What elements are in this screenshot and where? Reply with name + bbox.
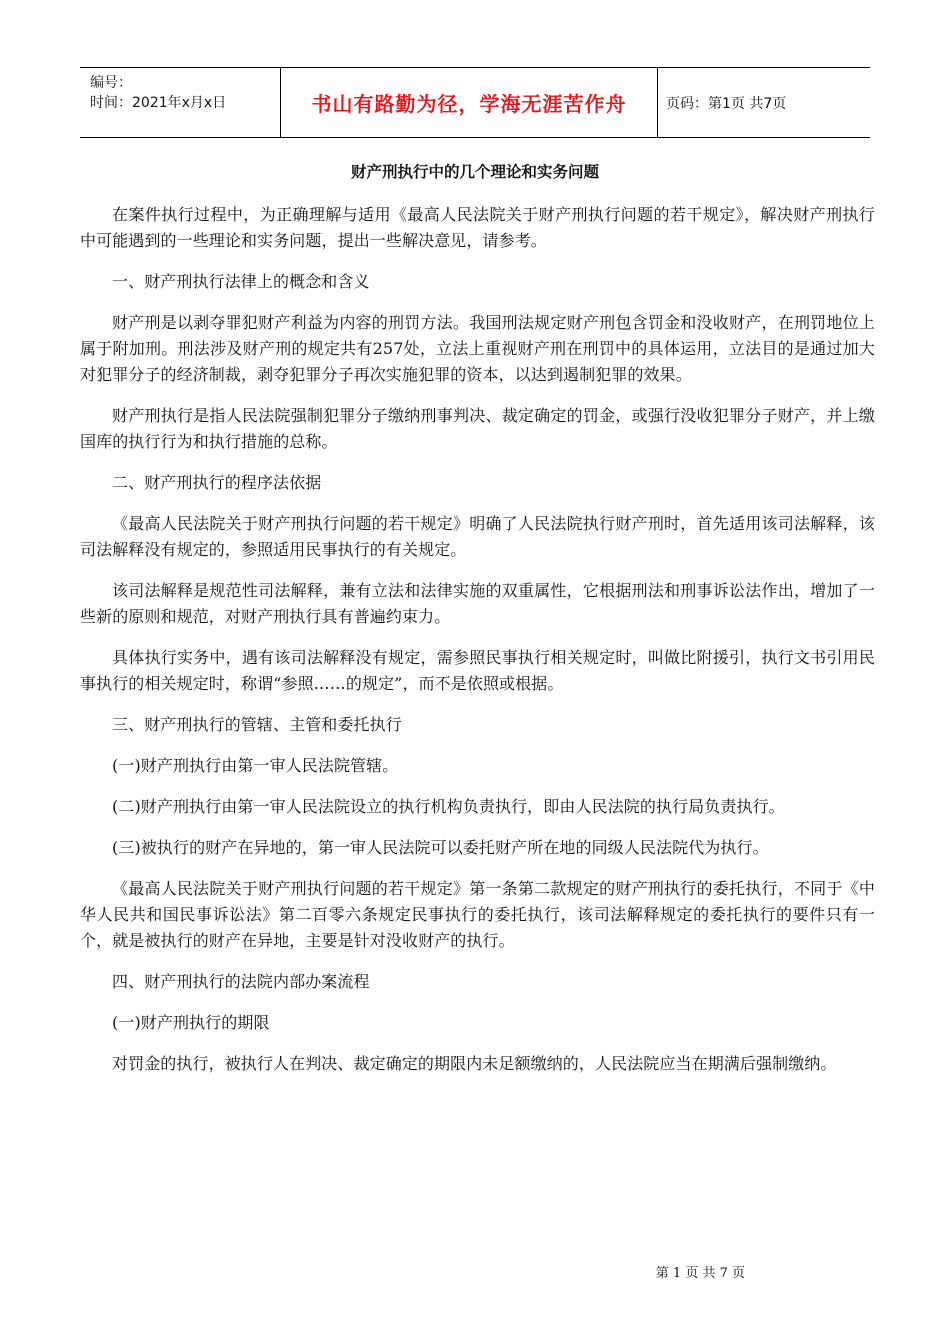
paragraph: (一)财产刑执行由第一审人民法院管辖。 (112, 756, 399, 775)
paragraph: 对罚金的执行，被执行人在判决、裁定确定的期限内未足额缴纳的，人民法院应当在期满后强制缴纳。 (112, 1054, 837, 1073)
document-time: 时间：2021年x月x日 (90, 95, 227, 111)
page-footer: 第 1 页 共 7 页 (655, 1266, 745, 1281)
paragraph: 财产刑执行是指人民法院强制犯罪分子缴纳刑事判决、裁定确定的罚金，或强行没收犯罪分子财产，并上缴国库的执行行为和执行措施的总称。 (80, 406, 875, 451)
paragraph: 该司法解释是规范性司法解释，兼有立法和法律实施的双重属性，它根据刑法和刑事诉讼法作出，增加了一些新的原则和规范，对财产刑执行具有普遍约束力。 (80, 581, 875, 626)
paragraph: 财产刑是以剥夺罪犯财产利益为内容的刑罚方法。我国刑法规定财产刑包含罚金和没收财产，在刑罚地位上属于附加刑。刑法涉及财产刑的规定共有257处，立法上重视财产刑在刑罚中的具体运用，立法目的是通过加大对犯罪分子的经济制裁，剥夺犯罪分子再次实施犯罪的资本，以达到遏制犯罪的效果。 (80, 313, 875, 384)
section-heading: 二、财产刑执行的程序法依据 (112, 473, 322, 492)
document-title: 财产刑执行中的几个理论和实务问题 (350, 163, 599, 181)
paragraph: 《最高人民法院关于财产刑执行问题的若干规定》第一条第二款规定的财产刑执行的委托执行，不同于《中华人民共和国民事诉讼法》第二百零六条规定民事执行的委托执行，该司法解释规定的委托执行的要件只有一个，就是被执行的财产在异地，主要是针对没收财产的执行。 (80, 879, 875, 950)
document-body (80, 202, 875, 1092)
paragraph: (二)财产刑执行由第一审人民法院设立的执行机构负责执行，即由人民法院的执行局负责执行。 (112, 797, 785, 816)
section-heading: 一、财产刑执行法律上的概念和含义 (112, 272, 370, 291)
paragraph: 在案件执行过程中，为正确理解与适用《最高人民法院关于财产刑执行问题的若干规定》，解决财产刑执行中可能遇到的一些理论和实务问题，提出一些解决意见，请参考。 (80, 205, 875, 250)
section-heading: 三、财产刑执行的管辖、主管和委托执行 (112, 715, 402, 734)
paragraph: 具体执行实务中，遇有该司法解释没有规定，需参照民事执行相关规定时，叫做比附援引，执行文书引用民事执行的相关规定时，称谓“参照……的规定”，而不是依照或根据。 (80, 648, 875, 693)
header-motto: 书山有路勤为径，学海无涯苦作舟 (280, 68, 658, 137)
document-header (80, 67, 870, 138)
document-number: 编号： (90, 75, 132, 91)
paragraph: 《最高人民法院关于财产刑执行问题的若干规定》明确了人民法院执行财产刑时，首先适用该司法解释，该司法解释没有规定的，参照适用民事执行的有关规定。 (80, 514, 875, 559)
section-heading: 四、财产刑执行的法院内部办案流程 (112, 972, 370, 991)
header-meta (80, 68, 280, 137)
subsection-heading: (一)财产刑执行的期限 (112, 1013, 270, 1032)
header-page-info: 页码：第1页 共7页 (666, 95, 787, 112)
paragraph: (三)被执行的财产在异地的，第一审人民法院可以委托财产所在地的同级人民法院代为执行。 (112, 838, 769, 857)
